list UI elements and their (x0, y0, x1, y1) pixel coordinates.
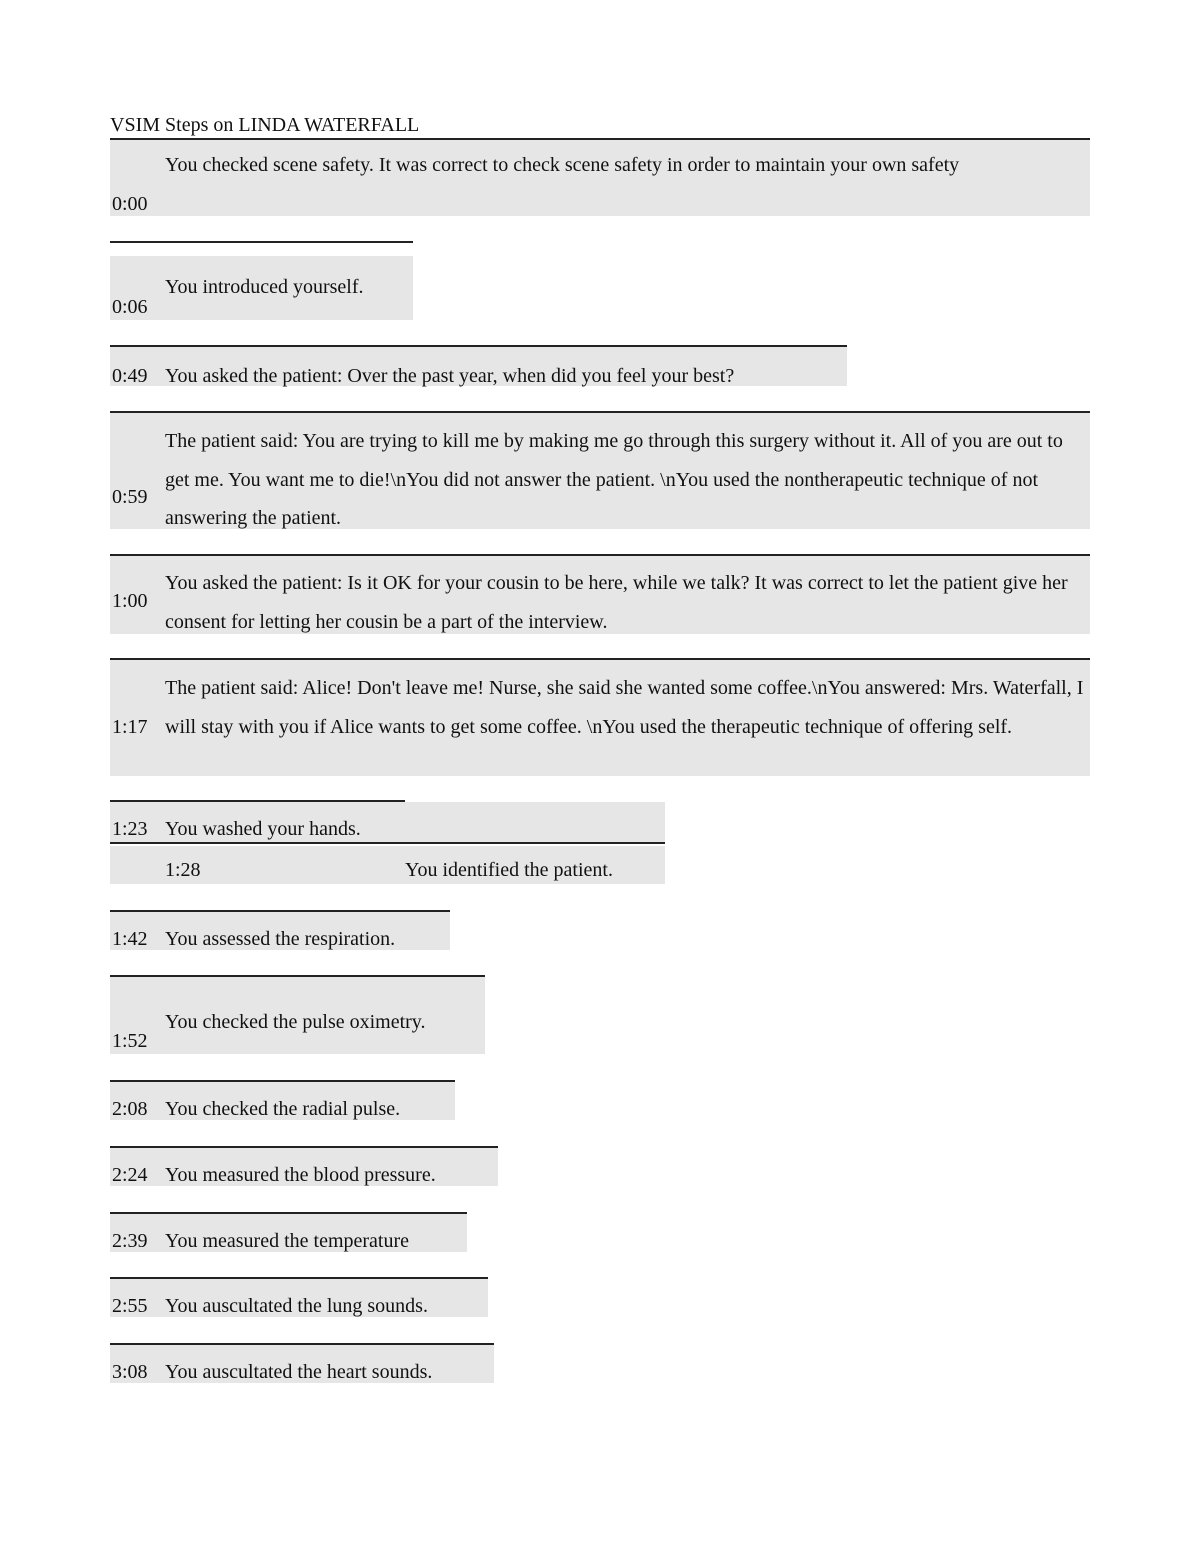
step-text: You checked scene safety. It was correct to check scene safety in order to maintain your own safety (165, 154, 960, 176)
step-text: You identified the patient. (405, 859, 613, 881)
step-time: 2:24 (112, 1164, 148, 1186)
step-text: You asked the patient: Over the past year, when did you feel your best? (165, 365, 735, 387)
step-text: You introduced yourself. (165, 276, 364, 298)
step-text: The patient said: You are trying to kill me by making me go through this surgery without it. All of you are out to get me. You want me to die!\nYou did not answer the patient. \nYou used the nontherapeutic technique of not answering the patient. (165, 430, 1063, 529)
step-time: 1:23 (112, 818, 148, 840)
step-time: 1:42 (112, 928, 148, 950)
step-time: 0:06 (112, 296, 148, 318)
step-time: 0:49 (112, 365, 148, 387)
step-time: 2:08 (112, 1098, 148, 1120)
step-entry (110, 846, 665, 884)
divider (110, 241, 413, 243)
step-entry (110, 802, 665, 844)
step-text: You washed your hands. (165, 818, 361, 840)
step-time: 0:59 (112, 486, 148, 508)
step-time: 1:52 (112, 1030, 148, 1052)
step-text: The patient said: Alice! Don't leave me! Nurse, she said she wanted some coffee.\nYou answered: Mrs. Waterfall, I will stay with you if Alice wants to get some coffee. \nYou used the therapeutic technique of offering self. (165, 677, 1084, 738)
step-entry (110, 554, 1090, 634)
step-entry (110, 1343, 494, 1383)
step-time: 1:00 (112, 590, 148, 612)
step-text: You assessed the respiration. (165, 928, 396, 950)
step-time: 1:17 (112, 716, 148, 738)
step-entry (110, 977, 485, 1054)
step-time: 2:55 (112, 1295, 148, 1317)
step-entry (110, 345, 847, 386)
step-entry (110, 658, 1090, 776)
step-text: You checked the radial pulse. (165, 1098, 401, 1120)
step-entry (110, 138, 1090, 216)
step-text: You asked the patient: Is it OK for your cousin to be here, while we talk? It was correct to let the patient give her consent for letting her cousin be a part of the interview. (165, 572, 1068, 633)
step-time: 1:28 (165, 859, 201, 881)
step-time: 2:39 (112, 1230, 148, 1252)
step-entry (110, 1146, 498, 1186)
step-text: You checked the pulse oximetry. (165, 1011, 426, 1033)
page-title: VSIM Steps on LINDA WATERFALL (110, 112, 1090, 141)
step-text: You auscultated the lung sounds. (165, 1295, 428, 1317)
step-entry (110, 256, 413, 320)
step-entry (110, 411, 1090, 529)
step-text: You measured the temperature (165, 1230, 410, 1252)
step-entry (110, 1212, 467, 1252)
step-time: 3:08 (112, 1361, 148, 1383)
step-entry (110, 1277, 488, 1317)
step-text: You measured the blood pressure. (165, 1164, 436, 1186)
step-time: 0:00 (112, 193, 148, 215)
step-entry (110, 910, 450, 950)
step-entry (110, 1080, 455, 1120)
step-text: You auscultated the heart sounds. (165, 1361, 433, 1383)
